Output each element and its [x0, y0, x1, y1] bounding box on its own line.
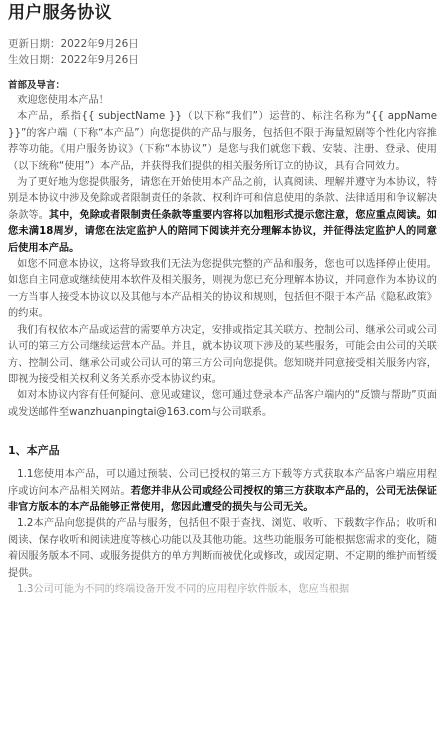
intro-paragraph	[8, 257, 437, 323]
effective-date: 生效日期：2022年9月26日	[8, 54, 139, 66]
paragraph-text: 本产品，系指{{ subjectName }}（以下称“我们”）运营的、标注名称为“{{ appName }}”的客户端（下称“本产品”）向您提供的产品与服务，包括但不限于海量短剧等个性化内容推荐等功能。《用户服务协议》（下称“本协议”）是您与我们就您下载、安装、注册、登录、使用（以下统称“使用”）本产品，并获得我们提供的相关服务所订立的协议，具有合同效力。	[8, 111, 437, 172]
paragraph-text: 我们有权依本产品或运营的需要单方决定，安排或指定其关联方、控制公司、继承公司或公司认可的第三方公司继续运营本产品。并且，就本协议项下涉及的某些服务，可能会由公司的关联方、控制公司、继承公司或公司认可的第三方公司向您提供。您知晓并同意接受相关服务内容，即视为接受相关权利义务关系亦受本协议约束。	[8, 324, 437, 385]
paragraph-text: 1.2本产品向您提供的产品与服务，包括但不限于查找、浏览、收听、下载数字作品；收听和阅读、保存收听和阅读进度等核心功能以及其他功能。这些功能服务可能根据您需求的变化，随着因服务版本不同、或服务提供方的单方判断而被优化或修改，或因定期、不定期的维护而暂缓提供。	[8, 518, 437, 579]
paragraph-text: 欢迎您使用本产品！	[17, 95, 109, 106]
page-title: 用户服务协议	[8, 3, 112, 23]
updated-date: 更新日期：2022年9月26日	[8, 38, 139, 50]
intro-paragraph	[8, 93, 437, 109]
paragraph-text: 为了更好地为您提供服务，请您在开始使用本产品之前，认真阅读、理解并遵守为本协议，特别是本协议中涉及免除或者限制责任的条款、权利许可和信息使用的条款、法律适用和争议解决条款等。	[8, 177, 437, 221]
intro-paragraph	[8, 323, 437, 389]
intro-paragraph	[8, 109, 437, 175]
section-1-title: 1、本产品	[8, 444, 60, 458]
bold-text: 其中，免除或者限制责任条款等重要内容将以加粗形式提示您注意，您应重点阅读。如您未满18周岁，请您在法定监护人的陪同下阅读并充分理解本协议，并征得法定监护人的同意后使用本产品。	[8, 209, 437, 254]
section-1-paragraph	[8, 582, 437, 598]
paragraph-text: 如对本协议内容有任何疑问、意见或建议，您可通过登录本产品客户端内的“反馈与帮助”页面或发送邮件至wanzhuanpingtai@163.com与公司联系。	[8, 390, 437, 418]
section-1-paragraph	[8, 467, 437, 516]
paragraph-text: 如您不同意本协议，这将导致我们无法为您提供完整的产品和服务，您也可以选择停止使用。如您自主同意或继续使用本软件及相关服务，则视为您已充分理解本协议，并同意作为本协议的一方当事人接受本协议以及其他与本产品相关的协议和规则，包括但不限于本产品《隐私政策》的约束。	[8, 259, 437, 320]
paragraph-text: 1.3公司可能为不同的终端设备开发不同的应用程序软件版本，您应当根据	[17, 583, 350, 595]
preface-heading: 首部及导言：	[8, 80, 66, 91]
intro-paragraph	[8, 175, 437, 257]
bold-text: 若您并非从公司或经公司授权的第三方获取本产品的，公司无法保证非官方版本的本产品能够正常使用，您因此遭受的损失与公司无关。	[8, 485, 437, 513]
section-1-body	[8, 467, 437, 598]
intro-paragraph	[8, 388, 437, 421]
paragraph-text: 1.1您使用本产品，可以通过预装、公司已授权的第三方下载等方式获取本产品客户端应用程序或访问本产品相关网站。	[8, 469, 437, 497]
intro-section	[8, 93, 437, 421]
section-1-paragraph	[8, 516, 437, 582]
